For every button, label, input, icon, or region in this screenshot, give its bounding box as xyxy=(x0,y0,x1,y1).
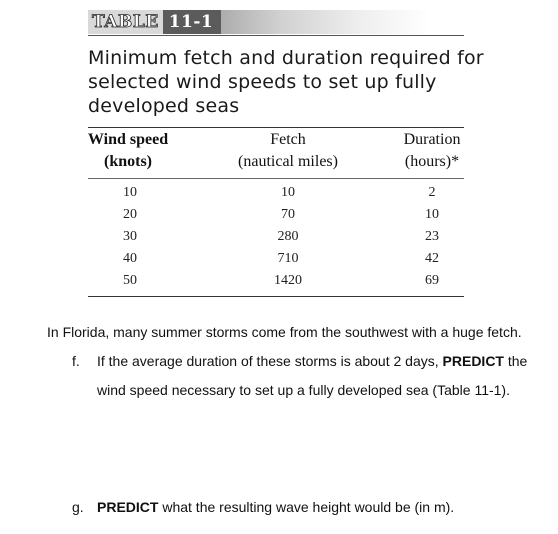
question-f-text-end: the xyxy=(503,353,528,369)
table-tag-fade xyxy=(200,10,430,34)
cell-fetch: 10 xyxy=(281,185,295,200)
header-wind-speed xyxy=(86,129,170,173)
cell-duration: 2 xyxy=(428,185,436,200)
header-duration xyxy=(390,129,474,173)
table-title-line: selected wind speeds to set up fully xyxy=(88,71,437,93)
question-f-line1 xyxy=(97,351,527,371)
table-title xyxy=(88,46,484,118)
cell-fetch: 280 xyxy=(277,229,299,244)
cell-duration: 69 xyxy=(425,273,439,288)
question-f-line2: wind speed necessary to set up a fully developed sea (Table 11-1). xyxy=(97,382,510,398)
header-fetch-unit: (nautical miles) xyxy=(238,153,338,170)
table-tag-number: 11-1 xyxy=(163,10,222,34)
cell-duration: 42 xyxy=(425,251,439,266)
header-duration-unit: (hours)* xyxy=(404,153,460,170)
question-f-keyword: PREDICT xyxy=(442,353,504,369)
cell-wind: 50 xyxy=(123,273,137,288)
header-wind-unit: (knots) xyxy=(103,153,152,170)
question-g-text: what the resulting wave height would be (in m). xyxy=(158,499,455,515)
cell-wind: 30 xyxy=(123,229,137,244)
cell-wind: 10 xyxy=(123,185,137,200)
subheader-rule xyxy=(88,178,464,179)
bottom-rule xyxy=(88,296,464,297)
question-f-text: If the average duration of these storms is about 2 days, xyxy=(97,353,443,369)
cell-duration: 10 xyxy=(425,207,439,222)
table-title-line: developed seas xyxy=(88,95,240,117)
cell-wind: 20 xyxy=(123,207,137,222)
header-fetch-line: Fetch xyxy=(270,131,306,148)
header-rule xyxy=(88,127,464,128)
header-wind-line: Wind speed xyxy=(87,131,169,148)
header-fetch xyxy=(222,129,354,173)
cell-wind: 40 xyxy=(123,251,137,266)
question-g-label: g. xyxy=(72,499,84,515)
table-title-line: Minimum fetch and duration required for xyxy=(88,47,484,69)
cell-fetch: 70 xyxy=(281,207,295,222)
header-duration-line: Duration xyxy=(403,131,461,148)
table-tag xyxy=(88,10,221,34)
cell-fetch: 1420 xyxy=(274,273,302,288)
cell-duration: 23 xyxy=(425,229,439,244)
intro-text: In Florida, many summer storms come from the southwest with a huge fetch. xyxy=(47,324,522,340)
table-tag-word: TABLE xyxy=(88,10,163,34)
cell-fetch: 710 xyxy=(277,251,299,266)
top-rule xyxy=(88,35,464,36)
question-g-keyword: PREDICT xyxy=(97,499,159,515)
question-f-label: f. xyxy=(72,353,80,369)
question-g-line xyxy=(97,497,454,517)
